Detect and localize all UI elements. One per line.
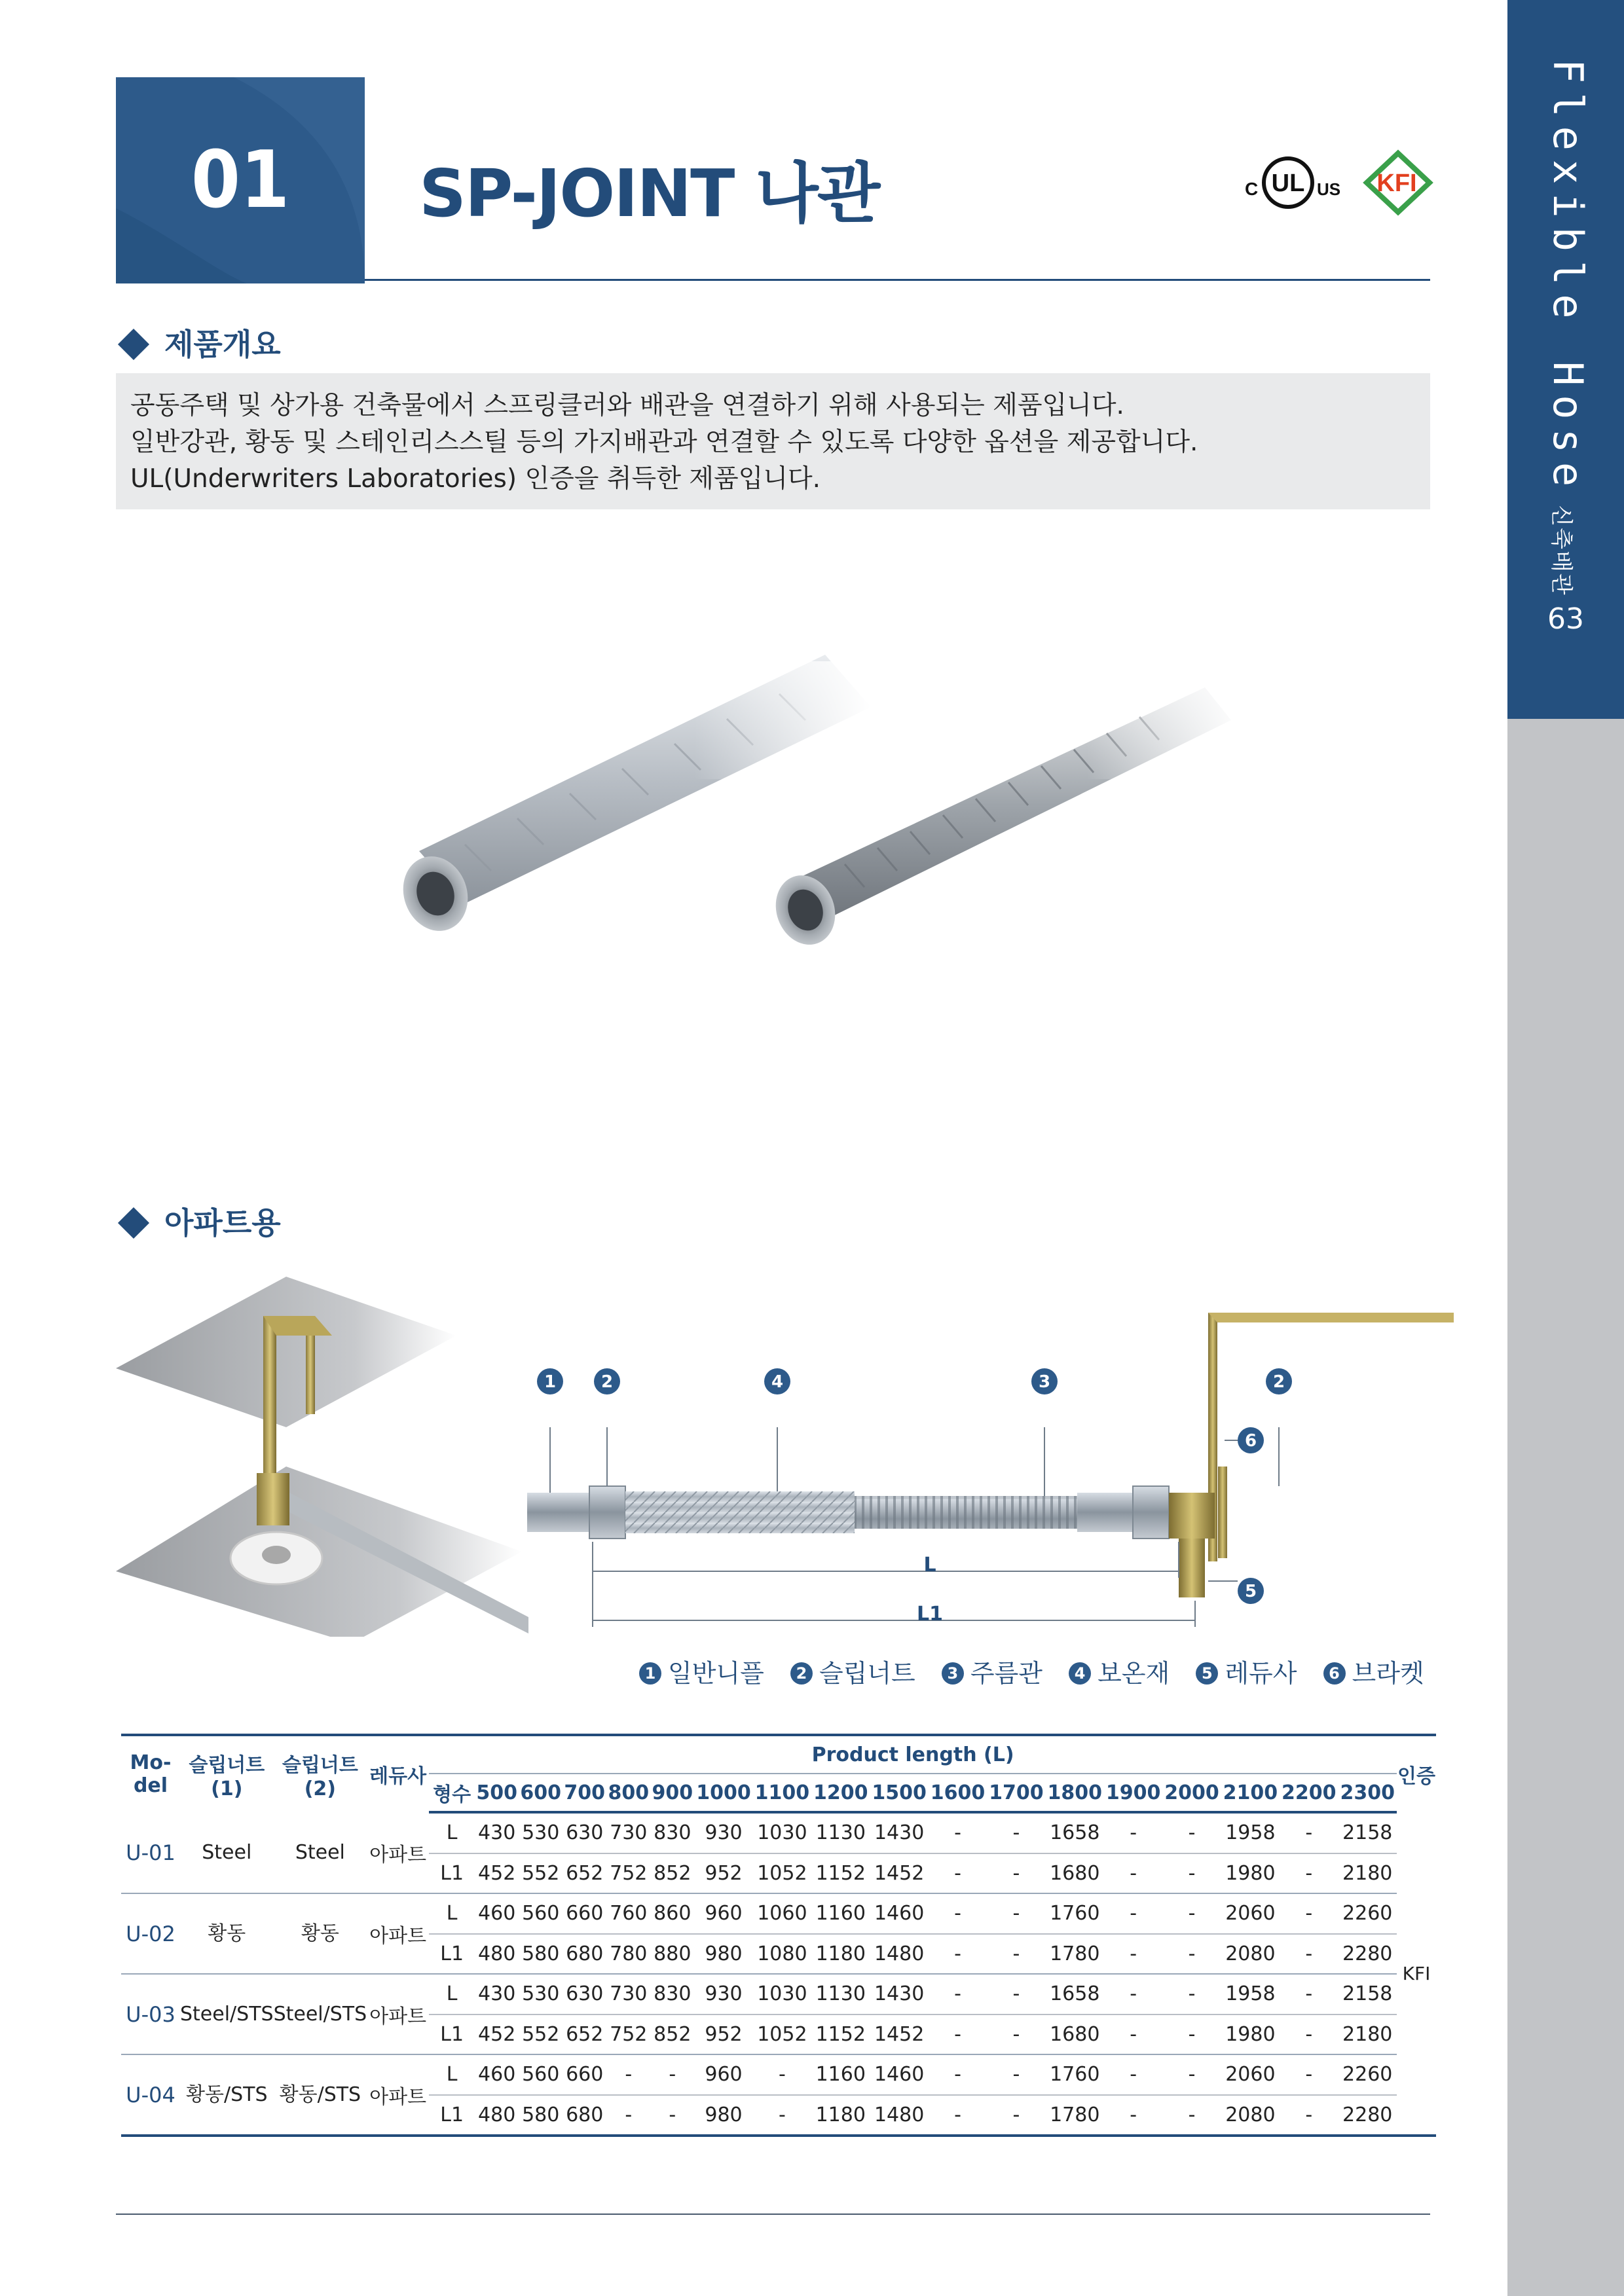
length-value-cell: - (987, 1812, 1045, 1853)
length-value-cell: 1130 (811, 1812, 870, 1853)
length-value-cell: 460 (475, 2054, 519, 2095)
length-value-cell: 1780 (1046, 1934, 1104, 1975)
length-value-cell: 1958 (1221, 1974, 1280, 2014)
length-value-cell: - (987, 1974, 1045, 2014)
length-value-cell: 680 (563, 1934, 606, 1975)
model-cell: U-01 (121, 1812, 180, 1893)
length-value-cell: 752 (606, 1853, 650, 1894)
callout-reducer: 5 (1244, 1582, 1257, 1601)
length-value-cell: 1152 (811, 1853, 870, 1894)
length-value-cell: 2158 (1338, 1812, 1397, 1853)
length-value-cell: 1430 (870, 1974, 928, 2014)
diamond-bullet-icon (118, 328, 149, 359)
length-value-cell: - (1104, 1974, 1162, 2014)
length-value-cell: 830 (650, 1974, 694, 2014)
header-length-2200: 2200 (1280, 1774, 1338, 1812)
header-certification: 인증 (1397, 1735, 1436, 1812)
table-row (121, 2054, 1436, 2095)
type-cell: L (429, 2054, 475, 2095)
page-title: SP-JOINT 나관 (419, 155, 879, 232)
length-value-cell: 1980 (1221, 2014, 1280, 2055)
callout-corrugated-tube: 3 (1038, 1372, 1051, 1392)
callout-insulation: 4 (771, 1372, 784, 1392)
length-value-cell: 1152 (811, 2014, 870, 2055)
legend-item-reducer: 5 레듀사 (1192, 1659, 1297, 1688)
length-value-cell: 930 (694, 1812, 752, 1853)
length-value-cell: - (1280, 1812, 1338, 1853)
sidebar-title-text: Flexible Hose (1544, 59, 1592, 496)
length-value-cell: 660 (563, 2054, 606, 2095)
length-value-cell: 1480 (870, 1934, 928, 1975)
length-value-cell: - (650, 2054, 694, 2095)
length-value-cell: 1780 (1046, 2095, 1104, 2136)
type-cell: L1 (429, 1934, 475, 1975)
length-value-cell: 1160 (811, 1893, 870, 1934)
overview-line-2: 일반강관, 황동 및 스테인리스스틸 등의 가지배관과 연결할 수 있도록 다양한 옵션을 제공합니다. (130, 428, 1198, 457)
length-value-cell: - (929, 1812, 987, 1853)
length-value-cell: - (987, 1893, 1045, 1934)
length-value-cell: - (1280, 1893, 1338, 1934)
length-value-cell: 660 (563, 1893, 606, 1934)
model-cell: U-03 (121, 1974, 180, 2054)
length-value-cell: - (1104, 2014, 1162, 2055)
callout-nipple: 1 (544, 1372, 557, 1392)
apartment-heading-text: 아파트용 (164, 1205, 281, 1241)
length-value-cell: - (929, 2095, 987, 2136)
type-cell: L (429, 1893, 475, 1934)
kfi-certification-logo (1367, 153, 1430, 212)
type-cell: L (429, 1812, 475, 1853)
sidebar-bottom-panel (1507, 719, 1624, 2296)
length-value-cell: 880 (650, 1934, 694, 1975)
length-value-cell: 1030 (753, 1974, 811, 2014)
length-value-cell: 630 (563, 1812, 606, 1853)
header-length-600: 600 (519, 1774, 563, 1812)
length-value-cell: 860 (650, 1893, 694, 1934)
length-value-cell: - (1104, 1853, 1162, 1894)
slip-nut-1-cell: 황동/STS (180, 2054, 274, 2136)
corrugated-tube-shape (855, 1496, 1077, 1529)
type-cell: L1 (429, 2014, 475, 2055)
length-value-cell: - (1280, 1853, 1338, 1894)
diamond-bullet-icon (118, 1207, 149, 1238)
reducer-cell: 아파트 (367, 1974, 429, 2054)
length-value-cell: 1680 (1046, 2014, 1104, 2055)
header-model: Mo-del (121, 1735, 180, 1812)
length-value-cell: 980 (694, 1934, 752, 1975)
length-value-cell: - (1104, 1893, 1162, 1934)
callout-slip-nut-left: 2 (600, 1372, 614, 1392)
header-length-1500: 1500 (870, 1774, 928, 1812)
certification-cell: KFI (1397, 1812, 1436, 2136)
dimension-L1-label: L1 (917, 1603, 943, 1626)
spec-table-body (121, 1812, 1436, 2136)
length-value-cell: 730 (606, 1974, 650, 2014)
header-length-800: 800 (606, 1774, 650, 1812)
reducer-cell: 아파트 (367, 1812, 429, 1893)
length-value-cell: 930 (694, 1974, 752, 2014)
length-value-cell: 552 (519, 1853, 563, 1894)
length-value-cell: 560 (519, 2054, 563, 2095)
length-value-cell: 830 (650, 1812, 694, 1853)
type-cell: L1 (429, 1853, 475, 1894)
length-value-cell: 1030 (753, 1812, 811, 1853)
section-number-box (116, 77, 365, 283)
length-value-cell: 560 (519, 1893, 563, 1934)
slip-nut-2-cell: 황동/STS (274, 2054, 367, 2136)
length-value-cell: - (1162, 2014, 1221, 2055)
ul-us-mark: US (1317, 179, 1341, 199)
length-value-cell: - (1162, 1974, 1221, 2014)
length-value-cell: - (1280, 1974, 1338, 2014)
sidebar-subtitle: 신축배관 (1548, 505, 1574, 596)
slip-nut-1-cell: Steel/STS (180, 1974, 274, 2054)
length-value-cell: - (1162, 1934, 1221, 1975)
length-value-cell: 680 (563, 2095, 606, 2136)
header-length-2300: 2300 (1338, 1774, 1397, 1812)
length-value-cell: 2158 (1338, 1974, 1397, 2014)
length-value-cell: - (929, 2054, 987, 2095)
length-value-cell: 2280 (1338, 1934, 1397, 1975)
product-photos (367, 648, 1244, 949)
length-value-cell: 2180 (1338, 1853, 1397, 1894)
length-value-cell: 652 (563, 2014, 606, 2055)
spec-table (121, 1734, 1436, 2137)
parts-legend (635, 1653, 1439, 1689)
header-length-2100: 2100 (1221, 1774, 1280, 1812)
length-value-cell: 1760 (1046, 2054, 1104, 2095)
length-value-cell: - (1162, 2054, 1221, 2095)
length-value-cell: 480 (475, 1934, 519, 1975)
slip-nut-left-shape (589, 1486, 625, 1539)
length-value-cell: - (1280, 2054, 1338, 2095)
length-value-cell: - (929, 1893, 987, 1934)
header-rule (365, 279, 1430, 281)
length-value-cell: 452 (475, 2014, 519, 2055)
slip-nut-2-cell: 황동 (274, 1893, 367, 1974)
slip-nut-1-cell: 황동 (180, 1893, 274, 1974)
ul-mark: UL (1271, 170, 1305, 197)
length-value-cell: 530 (519, 1812, 563, 1853)
table-row (121, 1812, 1436, 1853)
apartment-heading (116, 1199, 281, 1243)
legend-item-insulation: 4 보온재 (1065, 1659, 1170, 1688)
length-value-cell: 630 (563, 1974, 606, 2014)
length-value-cell: - (1280, 2095, 1338, 2136)
type-cell: L1 (429, 2095, 475, 2136)
overview-heading-text: 제품개요 (164, 327, 281, 362)
header-length-1700: 1700 (987, 1774, 1045, 1812)
header-product-length: Product length (L) (429, 1735, 1397, 1774)
reducer-shape (1179, 1539, 1205, 1597)
slip-nut-right-shape (1133, 1486, 1169, 1539)
model-cell: U-04 (121, 2054, 180, 2136)
legend-item-bracket: 6 브라켓 (1320, 1659, 1424, 1688)
length-value-cell: 430 (475, 1812, 519, 1853)
length-value-cell: 730 (606, 1812, 650, 1853)
length-value-cell: - (987, 1934, 1045, 1975)
length-value-cell: 752 (606, 2014, 650, 2055)
header-length-500: 500 (475, 1774, 519, 1812)
length-value-cell: 480 (475, 2095, 519, 2136)
legend-item-corrugated-tube: 3 주름관 (938, 1659, 1043, 1688)
header-slip-nut-2: 슬립너트(2) (274, 1735, 367, 1812)
certification-logos (1241, 145, 1437, 217)
overview-box (116, 373, 1430, 509)
length-value-cell: - (753, 2095, 811, 2136)
length-value-cell: 2080 (1221, 2095, 1280, 2136)
length-value-cell: 1958 (1221, 1812, 1280, 1853)
length-value-cell: 1460 (870, 1893, 928, 1934)
slip-nut-1-cell: Steel (180, 1812, 274, 1893)
hose-assembly-diagram (524, 1303, 1460, 1643)
ul-certification-logo (1245, 158, 1340, 207)
length-value-cell: - (1104, 2054, 1162, 2095)
length-value-cell: - (1104, 1934, 1162, 1975)
slip-nut-2-cell: Steel (274, 1812, 367, 1893)
length-value-cell: 2260 (1338, 1893, 1397, 1934)
length-value-cell: 530 (519, 1974, 563, 2014)
table-row (121, 1893, 1436, 1934)
header-length-1600: 1600 (929, 1774, 987, 1812)
length-value-cell: 980 (694, 2095, 752, 2136)
insulation-shape (625, 1491, 855, 1533)
length-value-cell: - (987, 2095, 1045, 2136)
header-length-900: 900 (650, 1774, 694, 1812)
length-value-cell: 2060 (1221, 1893, 1280, 1934)
reducer-cell: 아파트 (367, 1893, 429, 1974)
length-value-cell: 952 (694, 2014, 752, 2055)
nipple-shape (527, 1493, 599, 1532)
header-type: 형수 (429, 1774, 475, 1812)
header-length-1200: 1200 (811, 1774, 870, 1812)
length-value-cell: - (929, 1853, 987, 1894)
length-value-cell: 760 (606, 1893, 650, 1934)
kfi-mark: KFI (1376, 170, 1417, 197)
length-value-cell: 2280 (1338, 2095, 1397, 2136)
length-value-cell: - (987, 2054, 1045, 2095)
length-value-cell: 1460 (870, 2054, 928, 2095)
length-value-cell: 780 (606, 1934, 650, 1975)
length-value-cell: - (753, 2054, 811, 2095)
length-value-cell: 1760 (1046, 1893, 1104, 1934)
header-length-1100: 1100 (753, 1774, 811, 1812)
length-value-cell: 1060 (753, 1893, 811, 1934)
length-value-cell: 952 (694, 1853, 752, 1894)
callout-bracket: 6 (1244, 1431, 1257, 1451)
length-value-cell: 2260 (1338, 2054, 1397, 2095)
header-length-1800: 1800 (1046, 1774, 1104, 1812)
length-value-cell: 1452 (870, 1853, 928, 1894)
callout-slip-nut-right: 2 (1272, 1372, 1285, 1392)
header-length-1000: 1000 (694, 1774, 752, 1812)
length-value-cell: 580 (519, 2095, 563, 2136)
length-value-cell: - (929, 2014, 987, 2055)
length-value-cell: - (1280, 2014, 1338, 2055)
length-value-cell: 430 (475, 1974, 519, 2014)
footer-rule (116, 2214, 1430, 2215)
length-value-cell: - (650, 2095, 694, 2136)
length-value-cell: 1130 (811, 1974, 870, 2014)
length-value-cell: - (987, 2014, 1045, 2055)
header-length-700: 700 (563, 1774, 606, 1812)
length-value-cell: - (929, 1974, 987, 2014)
legend-item-slip-nut: 2 슬립너트 (786, 1659, 915, 1688)
length-value-cell: 1160 (811, 2054, 870, 2095)
length-value-cell: 1052 (753, 1853, 811, 1894)
length-value-cell: 2080 (1221, 1934, 1280, 1975)
length-value-cell: 452 (475, 1853, 519, 1894)
dimension-L-label: L (923, 1554, 936, 1576)
length-value-cell: - (1280, 1934, 1338, 1975)
length-value-cell: 1480 (870, 2095, 928, 2136)
length-value-cell: - (1162, 2095, 1221, 2136)
length-value-cell: - (606, 2095, 650, 2136)
length-value-cell: 1658 (1046, 1812, 1104, 1853)
overview-line-1: 공동주택 및 상가용 건축물에서 스프링클러와 배관을 연결하기 위해 사용되는 제품입니다. (130, 391, 1124, 420)
model-cell: U-02 (121, 1893, 180, 1974)
length-value-cell: 960 (694, 1893, 752, 1934)
length-value-cell: 1080 (753, 1934, 811, 1975)
ul-c-mark: C (1245, 179, 1259, 199)
length-value-cell: 1180 (811, 1934, 870, 1975)
header-length-1900: 1900 (1104, 1774, 1162, 1812)
length-value-cell: 1980 (1221, 1853, 1280, 1894)
length-value-cell: 2180 (1338, 2014, 1397, 2055)
length-value-cell: - (1162, 1812, 1221, 1853)
length-value-cell: 580 (519, 1934, 563, 1975)
header-slip-nut-1: 슬립너트(1) (180, 1735, 274, 1812)
length-value-cell: - (606, 2054, 650, 2095)
length-value-cell: - (987, 1853, 1045, 1894)
type-cell: L (429, 1974, 475, 2014)
overview-line-3: UL(Underwriters Laboratories) 인증을 취득한 제품입니다. (130, 464, 821, 494)
length-value-cell: - (1104, 2095, 1162, 2136)
length-value-cell: 852 (650, 1853, 694, 1894)
reducer-cell: 아파트 (367, 2054, 429, 2136)
ceiling-installation-photo (116, 1277, 528, 1637)
length-value-cell: 852 (650, 2014, 694, 2055)
length-value-cell: 552 (519, 2014, 563, 2055)
legend-item-nipple: 1 일반니플 (635, 1659, 764, 1688)
length-value-cell: 1452 (870, 2014, 928, 2055)
length-value-cell: 960 (694, 2054, 752, 2095)
length-value-cell: 460 (475, 1893, 519, 1934)
length-value-cell: - (1104, 1812, 1162, 1853)
section-number: 01 (191, 135, 290, 226)
table-row (121, 1974, 1436, 2014)
length-value-cell: 2060 (1221, 2054, 1280, 2095)
page-number: 63 (1547, 602, 1584, 636)
length-value-cell: 1680 (1046, 1853, 1104, 1894)
length-value-cell: 652 (563, 1853, 606, 1894)
length-value-cell: 1658 (1046, 1974, 1104, 2014)
header-reducer: 레듀사 (367, 1735, 429, 1812)
overview-heading (116, 321, 281, 364)
length-value-cell: 1052 (753, 2014, 811, 2055)
length-value-cell: - (1162, 1893, 1221, 1934)
sidebar-title (1507, 59, 1624, 596)
length-value-cell: - (1162, 1853, 1221, 1894)
length-value-cell: 1180 (811, 2095, 870, 2136)
header-length-2000: 2000 (1162, 1774, 1221, 1812)
length-value-cell: 1430 (870, 1812, 928, 1853)
slip-nut-2-cell: Steel/STS (274, 1974, 367, 2054)
length-value-cell: - (929, 1934, 987, 1975)
